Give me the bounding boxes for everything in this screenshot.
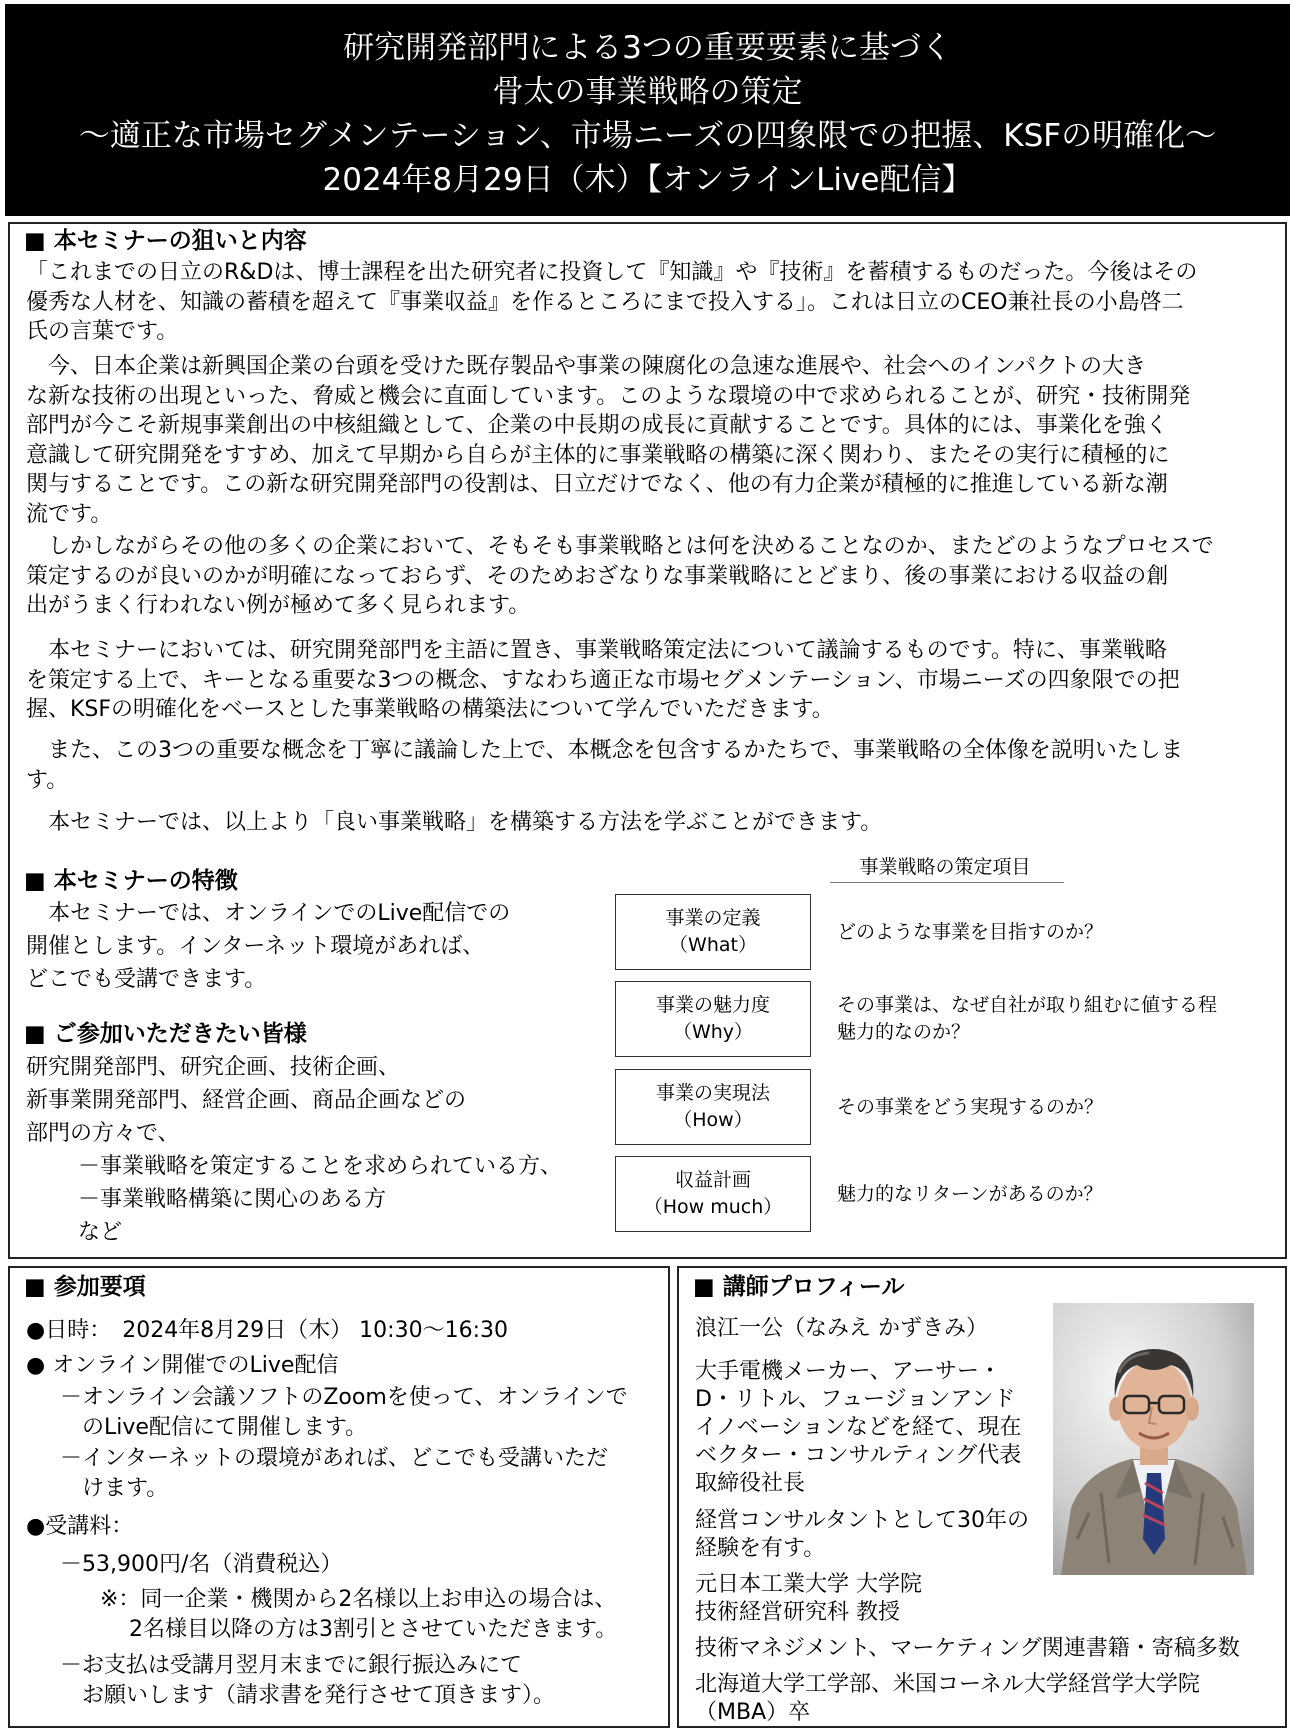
career-line: 大手電機メーカー、アーサー・ (695, 1359, 1002, 1384)
audience-heading: ■ ご参加いただきたい皆様 (24, 1021, 307, 1047)
online-detail-line: けます。 (60, 1476, 169, 1501)
diagram-item-question: その事業は、なぜ自社が取り組むに値する程 魅力的なのか？ (837, 994, 1218, 1043)
aim-heading: ■ 本セミナーの狙いと内容 (24, 228, 307, 254)
diagram-row-what (615, 894, 1275, 972)
diagram-title: 事業戦略の策定項目 (859, 856, 1031, 878)
experience-line: 経営コンサルタントとして30年の (695, 1508, 1030, 1533)
audience-line: 部門の方々で、 (26, 1121, 180, 1146)
career-line: D・リトル、フュージョンアンド (695, 1387, 1016, 1412)
features-line: どこでも受講できます。 (26, 967, 267, 992)
aim-paragraph-3: しかしながらその他の多くの企業において、そもそも事業戦略とは何を決めることなのか、またどのようなプロセスで 策定するのが良いのかが明確になっておらず、そのためおざなりな事業戦略にとどまり、後の事業における収益の創 出がうまく行われない例が極めて多く見られます。 (26, 534, 1214, 618)
online-format: ● オンライン開催でのLive配信 (26, 1353, 339, 1378)
experience-line: 経験を有す。 (695, 1536, 826, 1561)
audience-line: 新事業開発部門、経営企画、商品企画などの (26, 1088, 467, 1113)
diagram-item-box: 事業の定義 （What） (615, 894, 811, 970)
diagram-row-how-much (615, 1156, 1275, 1234)
discount-note-line: 2名様目以降の方は3割引とさせていただきます。 (100, 1617, 618, 1642)
books-line: 技術マネジメント、マーケティング関連書籍・寄稿多数 (695, 1636, 1240, 1661)
event-date: ●日時： 2024年8月29日（木） 10:30～16:30 (26, 1318, 508, 1343)
diagram-item-question: どのような事業を目指すのか？ (837, 920, 1104, 943)
career-line: ベクター・コンサルティング代表 (695, 1443, 1022, 1468)
aim-paragraph-1: 「これまでの日立のR&Dは、博士課程を出た研究者に投資して『知識』や『技術』を蓄積するものだった。今後はその 優秀な人材を、知識の蓄積を超えて『事業収益』を作るところにまで投入する」。これは日立のCEO兼社長の小島啓二 氏の言葉です。 (26, 260, 1198, 344)
fee-amount: －53,900円/名（消費税込） (60, 1552, 343, 1577)
position-line: 元日本工業大学 大学院 (695, 1572, 922, 1597)
diagram-item-question: 魅力的なリターンがあるのか？ (837, 1182, 1103, 1205)
title-banner (5, 4, 1290, 216)
aim-paragraph-2: 今、日本企業は新興国企業の台頭を受けた既存製品や事業の陳腐化の急速な進展や、社会へのインパクトの大き な新な技術の出現といった、脅威と機会に直面しています。このような環境の中で求められることが、研究・技術開発 部門が今こそ新規事業創出の中核組織として、企業の中長期の成長に貢献することです。具体的には、事業化を強く 意識して研究開発をすすめ、加えて早期から自らが主体的に事業戦略の構築に深く関わり、またその実行に積極的に 関与することです。この新な研究開発部門の役割は、日立だけでなく、他の有力企業が積極的に推進している新な潮 流です。 (26, 354, 1191, 527)
discount-note-line: ※：同一企業・機関から2名様以上お申込の場合は、 (100, 1587, 617, 1612)
diagram-item-box: 事業の実現法 （How） (615, 1069, 811, 1145)
fee-label: ●受講料： (26, 1514, 134, 1539)
audience-line: など (56, 1220, 123, 1245)
participation-heading: ■ 参加要項 (24, 1274, 146, 1300)
diagram-item-box: 収益計画 （How much） (615, 1156, 811, 1232)
features-line: 本セミナーでは、オンラインでのLive配信での (26, 901, 511, 926)
features-line: 開催とします。インターネット環境があれば、 (26, 934, 485, 959)
profile-heading: ■ 講師プロフィール (693, 1274, 905, 1300)
career-line: イノベーションなどを経て、現在 (695, 1415, 1022, 1440)
payment-note-line: お願いします（請求書を発行させて頂きます）。 (60, 1683, 556, 1708)
features-heading: ■ 本セミナーの特徴 (24, 868, 238, 894)
diagram-divider (830, 882, 1064, 883)
career-line: 取締役社長 (695, 1471, 806, 1496)
subtitle-line: ～適正な市場セグメンテーション、市場ニーズの四象限での把握、KSFの明確化～ (78, 118, 1217, 154)
diagram-item-question: その事業をどう実現するのか？ (837, 1095, 1104, 1118)
education-line: （MBA）卒 (695, 1700, 811, 1725)
audience-line: －事業戦略構築に関心のある方 (56, 1187, 387, 1212)
position-line: 技術経営研究科 教授 (695, 1600, 900, 1625)
education-line: 北海道大学工学部、米国コーネル大学経営学大学院 (695, 1672, 1200, 1697)
diagram-item-box: 事業の魅力度 （Why） (615, 981, 811, 1057)
online-detail-line: －インターネットの環境があれば、どこでも受講いただ (60, 1446, 609, 1471)
aim-paragraph-6: 本セミナーでは、以上より「良い事業戦略」を構築する方法を学ぶことができます。 (26, 810, 883, 835)
instructor-photo (1053, 1303, 1254, 1575)
date-line: 2024年8月29日（木）【オンラインLive配信】 (322, 162, 973, 198)
aim-paragraph-4: 本セミナーにおいては、研究開発部門を主語に置き、事業戦略策定法について議論するものです。特に、事業戦略 を策定する上で、キーとなる重要な3つの概念、すなわち適正な市場セグメンテーション、市場ニーズの四象限での把 握、KSFの明確化をベースとした事業戦略の構築法について学んでいただきます。 (26, 638, 1180, 722)
audience-line: 研究開発部門、研究企画、技術企画、 (26, 1055, 401, 1080)
title-line-2: 骨太の事業戦略の策定 (492, 74, 803, 110)
instructor-name: 浪江一公（なみえ かずきみ） (695, 1316, 988, 1341)
diagram-row-why (615, 981, 1275, 1059)
online-detail-line: のLive配信にて開催します。 (60, 1415, 368, 1440)
audience-line: －事業戦略を策定することを求められている方、 (56, 1154, 563, 1179)
online-detail-line: －オンライン会議ソフトのZoomを使って、オンラインで (60, 1385, 628, 1410)
payment-note-line: －お支払は受講月翌月末までに銀行振込みにて (60, 1653, 523, 1678)
diagram-row-how (615, 1069, 1275, 1147)
title-line-1: 研究開発部門による3つの重要要素に基づく (343, 30, 952, 66)
aim-paragraph-5: また、この3つの重要な概念を丁寧に議論した上で、本概念を包含するかたちで、事業戦略の全体像を説明いたしま す。 (26, 738, 1183, 793)
